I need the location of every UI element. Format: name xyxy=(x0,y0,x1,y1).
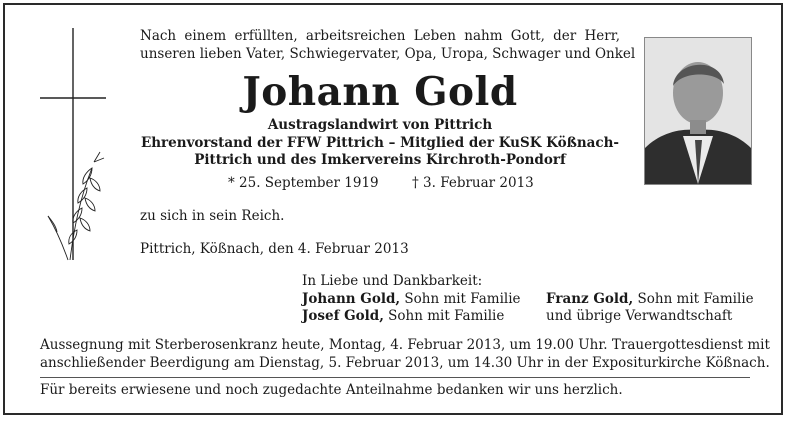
thanks-line: Für bereits erwiesene und noch zugedachte Anteilnahme bedanken wir uns herzlich. xyxy=(40,382,623,398)
closing-line: zu sich in sein Reich. xyxy=(140,208,285,224)
honor-line-2: Pittrich und des Imkervereins Kirchroth-Pondorf xyxy=(194,152,566,168)
death-date: † 3. Februar 2013 xyxy=(412,175,534,191)
mourner-right-1: Franz Gold, Sohn mit Familie xyxy=(546,291,754,307)
mourner-left-2: Josef Gold, Sohn mit Familie xyxy=(302,308,505,324)
divider xyxy=(40,377,750,378)
mourner-left-1: Johann Gold, Sohn mit Familie xyxy=(302,291,521,307)
service-line-2: anschließender Beerdigung am Dienstag, 5. Februar 2013, um 14.30 Uhr in der Expositurkirche Kößnach. xyxy=(40,355,770,371)
birth-date: * 25. September 1919 xyxy=(228,175,379,191)
honor-line-1: Ehrenvorstand der FFW Pittrich – Mitglied der KuSK Kößnach- xyxy=(140,135,620,151)
portrait-photo xyxy=(644,37,752,185)
mourners-heading: In Liebe und Dankbarkeit: xyxy=(302,273,483,289)
mourner-right-2: und übrige Verwandtschaft xyxy=(546,308,733,324)
deceased-name: Johann Gold xyxy=(242,69,518,115)
cross-with-wheat-icon xyxy=(40,28,110,268)
place-date: Pittrich, Kößnach, den 4. Februar 2013 xyxy=(140,241,409,257)
deceased-title: Austragslandwirt von Pittrich xyxy=(267,117,493,133)
service-line-1: Aussegnung mit Sterberosenkranz heute, Montag, 4. Februar 2013, um 19.00 Uhr. Trauergottesdienst mit xyxy=(40,337,770,353)
intro-line-1: Nach einem erfüllten, arbeitsreichen Leben nahm Gott, der Herr, xyxy=(140,28,620,44)
intro-line-2: unseren lieben Vater, Schwiegervater, Opa, Uropa, Schwager und Onkel xyxy=(140,46,636,62)
